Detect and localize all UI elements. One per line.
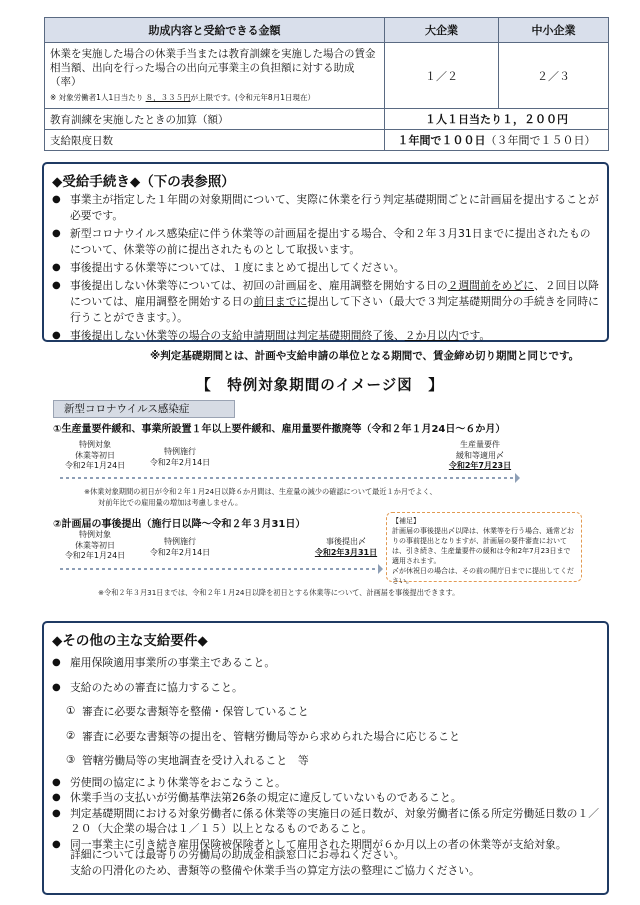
row-description: 休業を実施した場合の休業手当または教育訓練を実施した場合の賃金相当額、出向を行った場合の出向元事業主の負担額に対する助成（率）	[50, 47, 376, 88]
list-item	[52, 260, 600, 276]
closing-text	[70, 847, 480, 879]
list-item	[52, 278, 600, 326]
s2-note: ※令和２年３月31日までは、令和２年１月24日以降を初日とする休業等について、計画届を事後提出できます。	[98, 588, 460, 597]
list-item	[52, 680, 600, 696]
procedure-item-4c: 提出して下さい（最大で３判定基礎期間分の手続きを同時に行うことができます。）。	[70, 295, 599, 324]
table-header-row	[45, 18, 609, 43]
rate-small: ２／３	[499, 43, 609, 109]
s1-start-date: 令和2年1月24日	[64, 461, 126, 470]
day-limit-extra: （３年間で１５０日）	[485, 134, 596, 147]
table-row	[45, 43, 609, 109]
list-item	[52, 226, 600, 258]
list-item	[52, 328, 600, 344]
list-item	[52, 806, 600, 837]
requirement-4: 休業手当の支払いが労働基準法第26条の規定に違反していないものであること。	[70, 791, 462, 804]
s2-start-label	[56, 530, 134, 562]
list-item	[52, 729, 600, 745]
requirement-2-sub-1: 審査に必要な書類等を整備・保管していること	[82, 705, 309, 718]
procedure-item-4b: 、２回目以降については、雇用調整を開始する日の	[70, 279, 599, 308]
closing-line-1: 詳細については最寄りの労働局の助成金相談窓口にお尋ねください。	[70, 848, 405, 861]
timeline-section-1-heading: ①生産量要件緩和、事業所設置１年以上要件緩和、雇用量要件撤廃等（令和２年１月24日～６か月）	[53, 424, 506, 435]
table-row	[45, 130, 609, 151]
other-requirements-title: ◆その他の主な支給要件◆	[52, 633, 208, 649]
list-item	[52, 790, 600, 806]
table-row	[45, 109, 609, 130]
s1-end-line2: 緩和等適用〆	[456, 450, 504, 460]
requirement-2-sub-2: 審査に必要な書類等の提出を、管轄労働局等から求められた場合に応じること	[82, 729, 460, 743]
s2-enforce-line1: 特例施行	[164, 537, 196, 546]
procedure-item-5a: 事後提出しない休業等の場合の支給申請期間は判定基礎期間終了後、	[70, 329, 405, 342]
table-cell	[45, 43, 385, 109]
cap-note-amount: ８，３３５円	[145, 92, 191, 102]
s2-start-line2: 休業等初日	[75, 540, 115, 550]
row-description: 教育訓練を実施したときの加算（額）	[45, 109, 385, 130]
rate-large: １／２	[385, 43, 499, 109]
procedure-item-1: 事業主が指定した１年間の対象期間について、実際に休業を行う判定基礎期間ごとに計画届を提出することが必要です。	[70, 193, 599, 222]
closing-line-2: 支給の円滑化のため、書類等の整備や休業手当の算定方法の整理にご協力ください。	[70, 864, 480, 877]
list-item	[52, 655, 600, 671]
period-footnote: ※判定基礎期間とは、計画や支給申請の単位となる期間で、賃金締め切り期間と同じです。	[150, 350, 580, 362]
s2-end-date: 令和2年3月31日	[314, 547, 378, 557]
s2-end-label	[310, 537, 382, 558]
table-header-large: 大企業	[385, 18, 499, 43]
s1-note	[84, 487, 554, 508]
s1-start-line2: 休業等初日	[75, 450, 115, 460]
grant-table	[44, 17, 609, 151]
timeline-2-axis	[60, 563, 390, 575]
requirement-3: 労使間の協定により休業等をおこなうこと。	[70, 775, 286, 789]
cap-note	[50, 91, 379, 105]
covid-tag: 新型コロナウイルス感染症	[53, 400, 235, 418]
supplement-callout: 【補足】 計画届の事後提出〆以降は、休業等を行う場合、通常どおりの事前提出となりますが、計画届の要件審査においては、引き続き、生産量要件の緩和は令和2年7月23日まで適用されます。 〆が休祝日の場合は、その前の開庁日までに提出してください。	[386, 512, 582, 582]
row-description: 支給限度日数	[45, 130, 385, 151]
s1-note-line1: ※休業対象期間の初日が令和２年１月24日以降６か月間は、生産量の減少の確認について最近１か月でよく、	[84, 487, 437, 496]
requirement-5: 判定基礎期間における対象労働者に係る休業等の実施日の延日数が、対象労働者に係る所定労働延日数の１／２０（大企業の場合は１／１５）以上となるものであること。	[70, 806, 600, 835]
cap-note-suffix: が上限です。(令和元年8月1日現在）	[190, 92, 315, 102]
s1-end-line1: 生産量要件	[460, 440, 500, 449]
procedure-list	[52, 192, 600, 344]
day-limit-main: １年間で１００日	[397, 134, 486, 147]
list-item	[52, 753, 600, 769]
list-item	[52, 704, 600, 720]
procedure-item-5b: です。	[458, 329, 491, 342]
requirement-2: 支給のための審査に協力すること。	[70, 680, 243, 694]
s1-end-date: 令和2年7月23日	[448, 461, 512, 470]
s1-enforce-label	[140, 447, 220, 468]
training-bonus-value: １人１日当たり１，２００円	[385, 109, 609, 130]
timeline-1-axis	[60, 472, 520, 484]
table-header-content: 助成内容と受給できる金額	[45, 18, 385, 43]
procedure-item-4-two-weeks: ２週間前をめどに	[447, 279, 535, 292]
s1-end-label	[440, 440, 520, 472]
requirement-1: 雇用保険適用事業所の事業主であること。	[70, 656, 276, 669]
s2-start-date: 令和2年1月24日	[64, 551, 126, 560]
s1-enforce-line1: 特例施行	[164, 447, 196, 456]
procedure-item-2: 新型コロナウイルス感染症に伴う休業等の計画届を提出する場合、令和２年３月31日までに提出されたものについて、休業等の前に提出されたものとして取扱います。	[70, 227, 591, 256]
requirement-2-sub-3: 管轄労働局等の実地調査を受け入れること 等	[82, 754, 309, 767]
other-requirements-list	[52, 655, 600, 852]
s1-start-label	[56, 440, 134, 472]
s2-enforce-label	[140, 537, 220, 558]
timeline-title: 【 特例対象期間のイメージ図 】	[196, 378, 444, 394]
procedure-item-3: 事後提出する休業等については、１度にまとめて提出してください。	[70, 261, 405, 274]
day-limit-value	[385, 130, 609, 151]
procedure-title: ◆受給手続き◆（下の表参照）	[52, 174, 235, 190]
s1-enforce-date: 令和2年2月14日	[149, 457, 211, 467]
list-item	[52, 775, 600, 791]
s2-start-line1: 特例対象	[79, 530, 111, 539]
procedure-item-4a: 事後提出しない休業等については、初回の計画届を、雇用調整を開始する日の	[70, 279, 448, 292]
procedure-item-4-previous-day: 前日までに	[253, 295, 308, 308]
s2-enforce-date: 令和2年2月14日	[149, 547, 211, 557]
s2-end-line1: 事後提出〆	[326, 537, 366, 546]
timeline-section-2-heading: ②計画届の事後提出（施行日以降～令和２年３月31日）	[53, 519, 306, 530]
s1-start-line1: 特例対象	[79, 440, 111, 449]
cap-note-prefix: ※ 対象労働者1人1日当たり	[50, 92, 144, 102]
list-item	[52, 192, 600, 224]
table-header-small: 中小企業	[499, 18, 609, 43]
procedure-item-5-two-months: ２か月以内	[404, 329, 459, 342]
requirement-6: 同一事業主に引き続き雇用保険被保険者として雇用された期間が６か月以上の者の休業等が支給対象。	[70, 837, 567, 851]
s1-note-line2: 対前年比での雇用量の増加は考慮しません。	[98, 497, 243, 507]
